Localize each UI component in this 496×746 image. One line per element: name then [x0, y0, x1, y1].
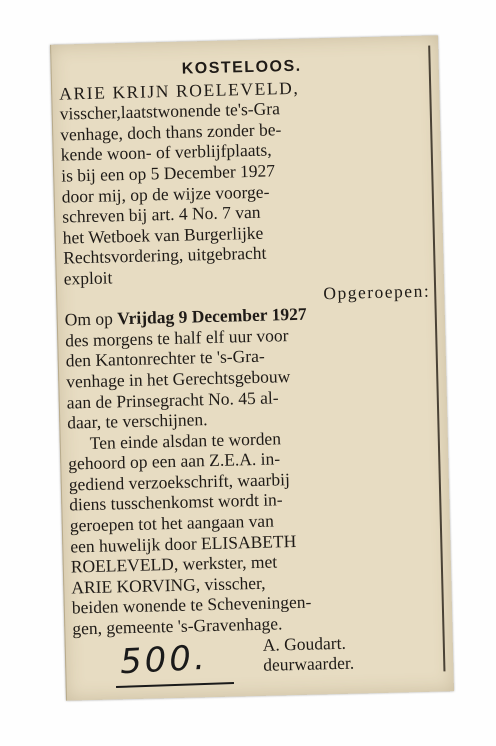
notice-line: een huwelijk door ELISABETH [70, 530, 297, 557]
hearing-date: Vrijdag 9 December 1927 [117, 303, 307, 329]
notice-line: exploit [63, 267, 113, 289]
notice-line: door mij, op de wijze voorge- [61, 181, 270, 207]
notice-line: ROELEVELD, werkster, met [70, 551, 278, 577]
notice-line: gen, gemeente 's-Gravenhage. [72, 613, 283, 639]
notice-line: venhage in het Gerechtsgebouw [66, 365, 291, 392]
newspaper-clipping [50, 35, 454, 700]
notice-line: is bij een op 5 December 1927 [60, 160, 276, 186]
notice-line: Rechtsvordering, uitgebracht [63, 242, 267, 268]
notice-line: gehoord op een aan Z.E.A. in- [68, 448, 281, 474]
opgeroepen-heading: Opgeroepen: [323, 280, 431, 303]
signature-name: A. Goudart. [262, 632, 347, 655]
notice-line: geroepen tot het aangaan van [69, 510, 275, 536]
notice-line: des morgens te half elf uur voor [65, 324, 289, 351]
notice-line: daar, te verschijnen. [67, 409, 208, 433]
notice-line: gediend verzoekschrift, waarbij [68, 468, 291, 495]
notice-text [58, 54, 439, 681]
notice-line: den Kantonrechter te 's-Gra- [65, 346, 265, 371]
om-op-prefix: Om op [64, 308, 118, 330]
notice-line: het Wetboek van Burgerlijke [62, 222, 264, 248]
notice-line: kende woon- of verblijfplaats, [60, 139, 272, 165]
notice-line: Ten einde alsdan te worden [89, 428, 282, 453]
notice-heading: KOSTELOOS. [181, 57, 302, 78]
notice-line: visscher,laatstwonende te's-Gra [59, 98, 281, 124]
handwritten-note: 500. [119, 637, 209, 683]
notice-line: diens tusschenkomst wordt in- [69, 489, 283, 515]
notice-line: ARIE KORVING, visscher, [71, 572, 266, 598]
notice-line: venhage, doch thans zonder be- [59, 118, 282, 145]
notice-line: beiden wonende te Scheveningen- [71, 592, 312, 618]
notice-line: aan de Prinsegracht No. 45 al- [66, 386, 279, 413]
signature-title: deurwaarder. [263, 652, 355, 676]
notice-line: ARIE KRIJN ROELEVELD, [58, 77, 300, 104]
notice-line: schreven bij art. 4 No. 7 van [62, 201, 261, 227]
